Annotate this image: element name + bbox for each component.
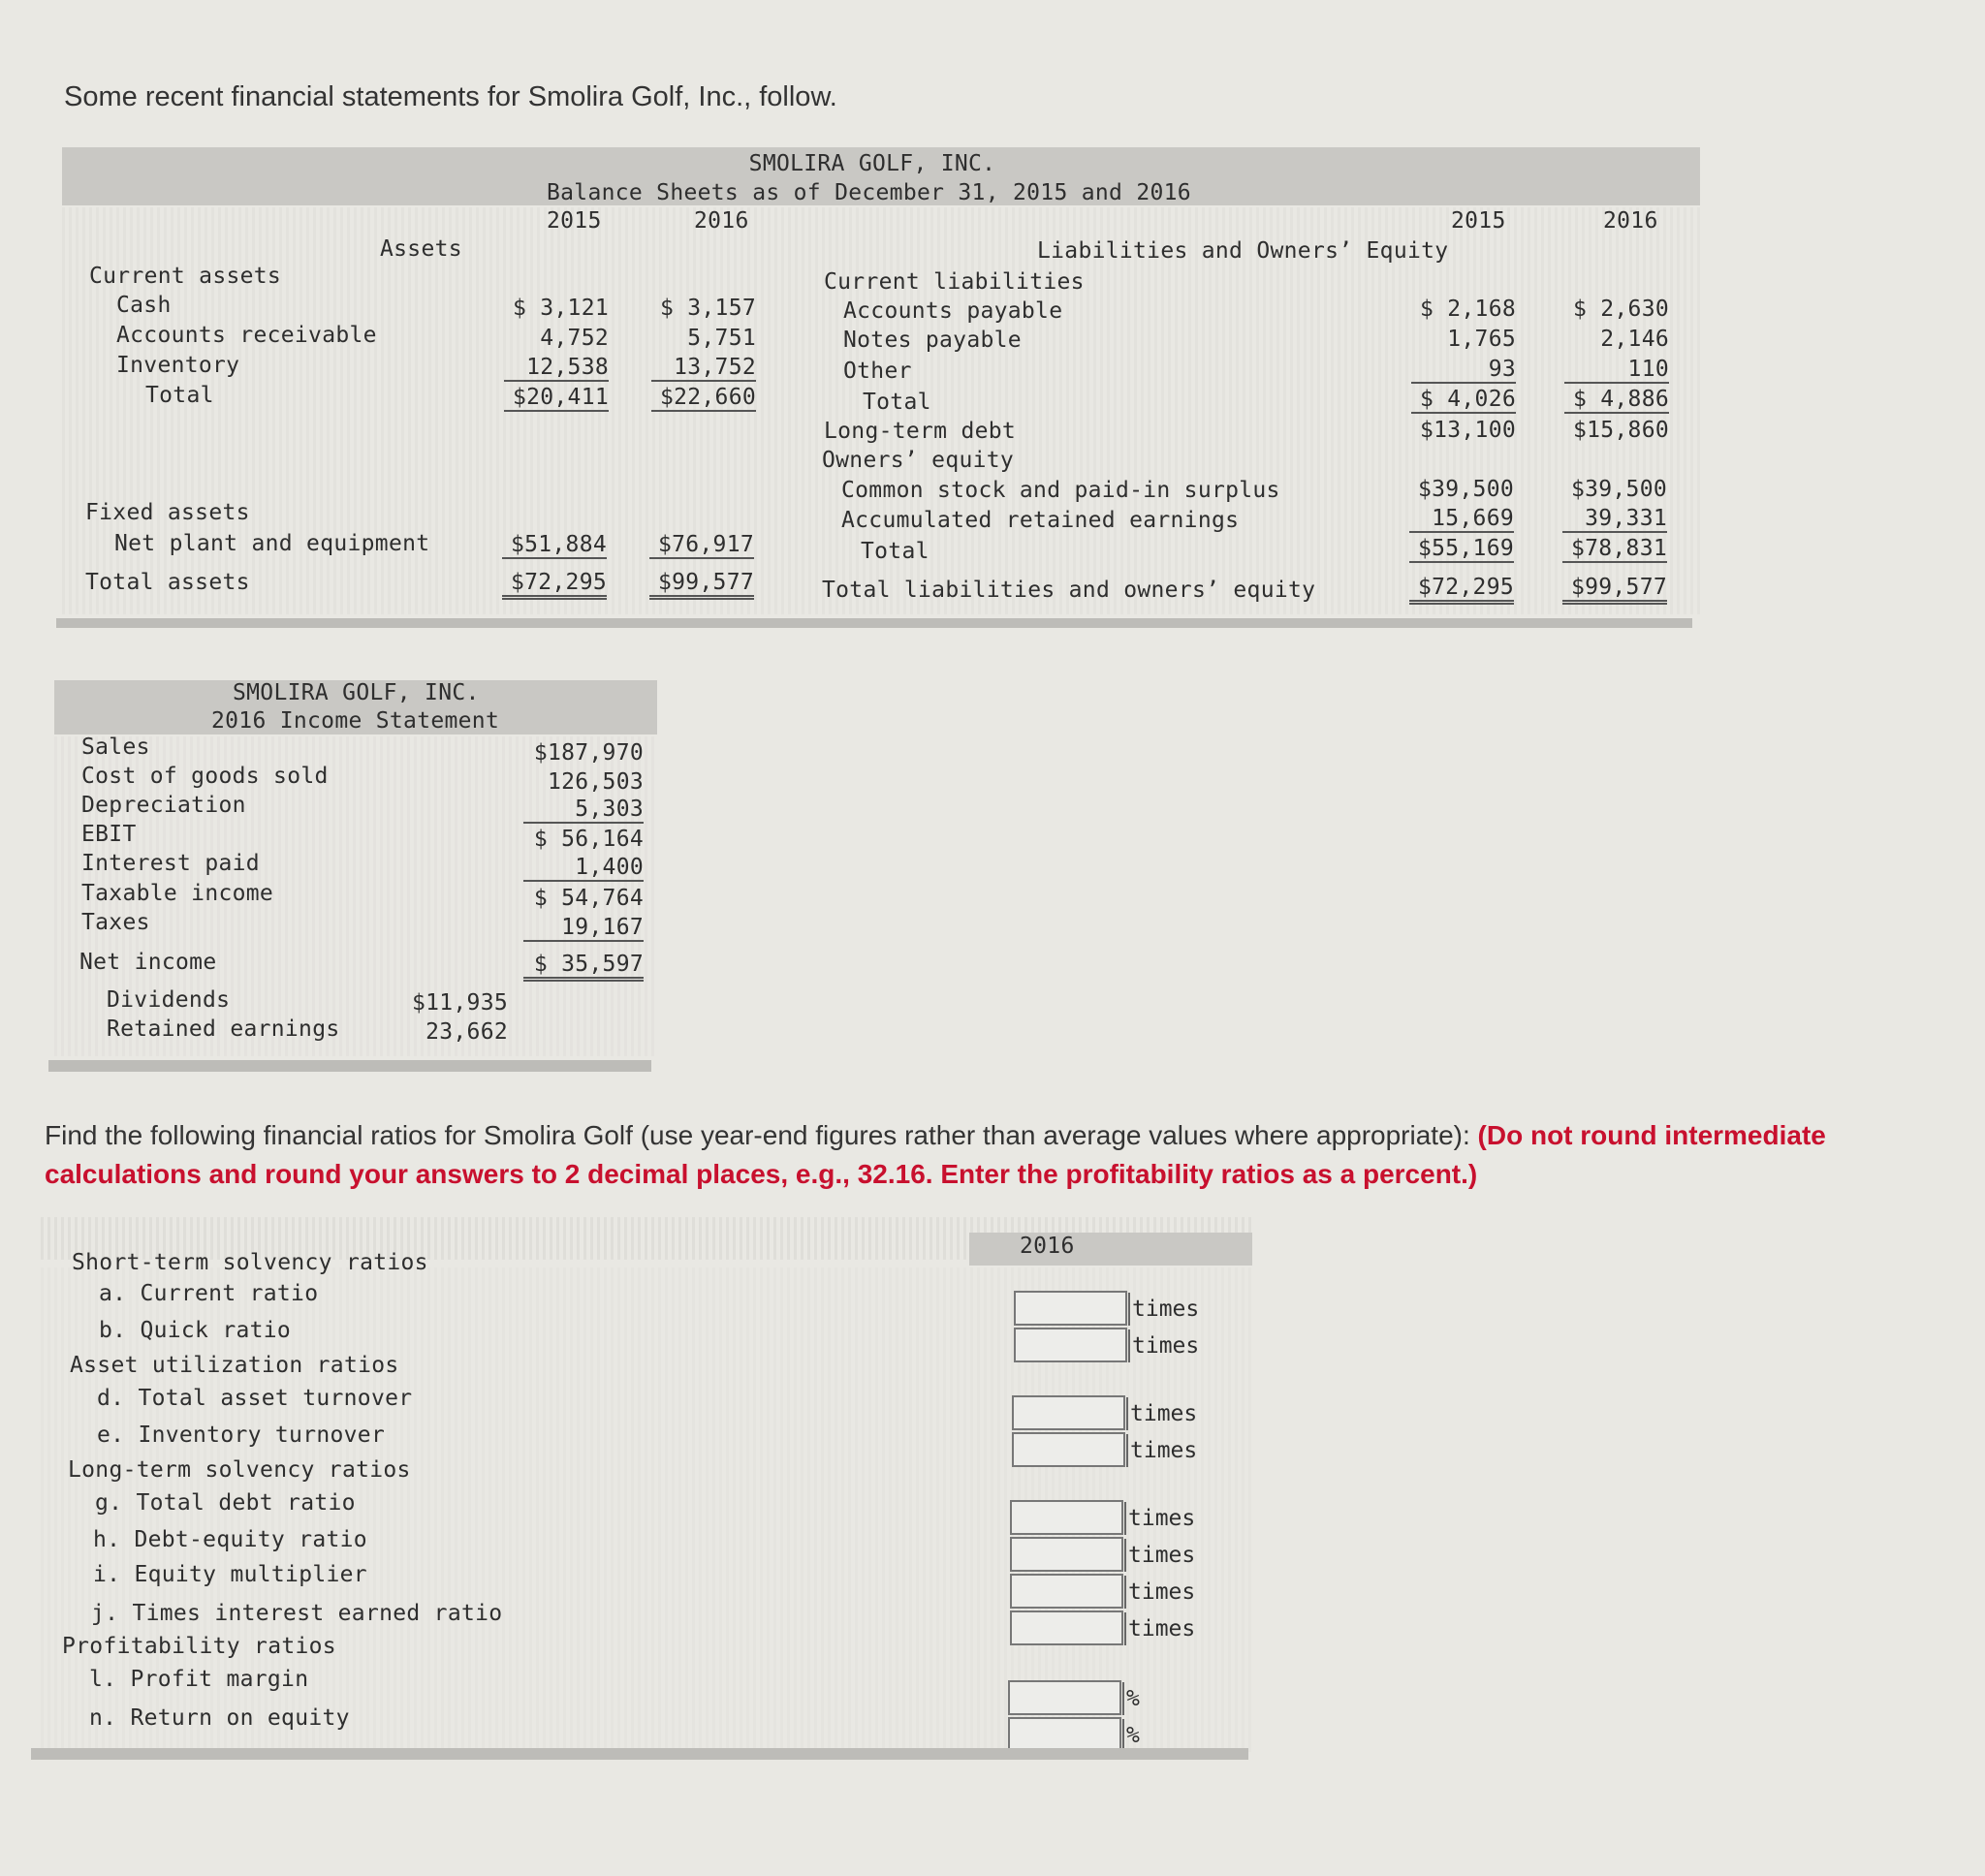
ebit-value: $ 56,164 (533, 827, 644, 852)
cogs-label: Cost of goods sold (81, 764, 329, 789)
inventory-turnover-input[interactable] (1012, 1432, 1125, 1467)
profit-margin-input[interactable] (1008, 1680, 1121, 1715)
ar-2016: 5,751 (687, 326, 756, 351)
ratio-i-label: i. Equity multiplier (93, 1562, 367, 1587)
retained-value: 23,662 (425, 1019, 508, 1045)
retained-label: Retained earnings (107, 1016, 340, 1042)
long-term-heading: Long-term solvency ratios (68, 1457, 411, 1483)
income-footer-bar (48, 1060, 651, 1072)
depreciation-value: 5,303 (523, 797, 644, 824)
quick-ratio-unit: times (1128, 1329, 1199, 1362)
profitability-heading: Profitability ratios (62, 1634, 336, 1659)
fixed-assets-label: Fixed assets (85, 500, 250, 525)
net-plant-2015: $51,884 (502, 532, 607, 559)
instructions (45, 1116, 1886, 1194)
is-company: SMOLIRA GOLF, INC. (233, 680, 480, 705)
net-plant-label: Net plant and equipment (114, 531, 430, 556)
total-asset-turnover-unit: times (1126, 1397, 1197, 1430)
taxable-label: Taxable income (81, 881, 274, 906)
dividends-label: Dividends (107, 987, 231, 1013)
current-ratio-input[interactable] (1014, 1291, 1127, 1326)
return-on-equity-input[interactable] (1008, 1717, 1121, 1752)
net-plant-2016: $76,917 (649, 532, 754, 559)
ar-2015: 4,752 (540, 326, 609, 351)
debt-equity-ratio-input[interactable] (1010, 1537, 1123, 1572)
times-interest-earned-input[interactable] (1010, 1610, 1123, 1645)
sales-label: Sales (81, 735, 150, 760)
common-stock-2015: $39,500 (1417, 477, 1514, 502)
ca-total-2015: $20,411 (504, 385, 609, 412)
asset-util-heading: Asset utilization ratios (70, 1353, 399, 1378)
debt-equity-ratio-unit: times (1124, 1539, 1195, 1572)
total-le-2016: $99,577 (1562, 575, 1667, 605)
total-debt-ratio-input[interactable] (1010, 1500, 1123, 1535)
times-interest-earned-unit: times (1124, 1612, 1195, 1645)
ratio-e-label: e. Inventory turnover (97, 1423, 386, 1448)
ratio-l-label: l. Profit margin (89, 1667, 309, 1692)
liabilities-heading: Liabilities and Owners’ Equity (1037, 238, 1449, 264)
profit-margin-unit: % (1122, 1682, 1140, 1715)
bs-year-2016-right: 2016 (1603, 208, 1658, 234)
ratio-j-label: j. Times interest earned ratio (91, 1601, 503, 1626)
bs-year-2015-right: 2015 (1451, 208, 1506, 234)
ratio-d-label: d. Total asset turnover (97, 1386, 413, 1411)
taxes-value: 19,167 (523, 915, 644, 942)
total-le-label: Total liabilities and owners’ equity (822, 578, 1316, 603)
oe-total-label: Total (861, 539, 929, 564)
inventory-2016: 13,752 (651, 355, 756, 382)
depreciation-label: Depreciation (81, 793, 246, 818)
ratio-n-label: n. Return on equity (89, 1705, 350, 1731)
total-asset-turnover-input[interactable] (1012, 1395, 1125, 1430)
interest-value: 1,400 (523, 855, 644, 882)
oe-total-2015: $55,169 (1409, 536, 1514, 563)
balance-sheet-footer-bar (56, 618, 1692, 628)
ar-label: Accounts receivable (116, 323, 377, 348)
bs-company: SMOLIRA GOLF, INC. (748, 151, 996, 176)
common-stock-2016: $39,500 (1570, 477, 1667, 502)
ltd-2016: $15,860 (1572, 418, 1669, 443)
instructions-emphasis: (Do not round intermediate calculations and round your answers to 2 decimal places, e.g., 32.16. Enter the profitability ratios as a percent.) (45, 1120, 1826, 1189)
ratio-a-label: a. Current ratio (99, 1281, 319, 1306)
taxes-label: Taxes (81, 910, 150, 935)
ltd-label: Long-term debt (824, 419, 1017, 444)
total-assets-label: Total assets (85, 570, 250, 595)
ap-2015: $ 2,168 (1419, 297, 1516, 322)
accumulated-re-label: Accumulated retained earnings (841, 508, 1240, 533)
ebit-label: EBIT (81, 822, 137, 847)
np-label: Notes payable (843, 328, 1022, 353)
ap-label: Accounts payable (843, 298, 1063, 324)
net-income-label: Net income (79, 950, 217, 975)
ratios-year-header: 2016 (1020, 1234, 1075, 1259)
common-stock-label: Common stock and paid-in surplus (841, 478, 1280, 503)
short-term-heading: Short-term solvency ratios (72, 1250, 428, 1275)
cogs-value: 126,503 (547, 769, 644, 795)
assets-heading: Assets (380, 236, 462, 262)
cl-total-label: Total (863, 390, 931, 415)
other-2015: 93 (1411, 357, 1516, 384)
bs-year-2016-left: 2016 (694, 208, 749, 234)
current-liabilities-label: Current liabilities (824, 269, 1085, 295)
return-on-equity-unit: % (1122, 1719, 1140, 1752)
total-debt-ratio-unit: times (1124, 1502, 1195, 1535)
cl-total-2016: $ 4,886 (1564, 387, 1669, 414)
current-ratio-unit: times (1128, 1293, 1199, 1326)
cl-total-2015: $ 4,026 (1411, 387, 1516, 414)
interest-label: Interest paid (81, 851, 260, 876)
ap-2016: $ 2,630 (1572, 297, 1669, 322)
ca-total-2016: $22,660 (651, 385, 756, 412)
owners-equity-label: Owners’ equity (822, 448, 1015, 473)
ratio-h-label: h. Debt-equity ratio (93, 1527, 367, 1552)
instructions-text: Find the following financial ratios for Smolira Golf (use year-end figures rather than average values where appropriate): (45, 1120, 1478, 1150)
ratios-footer-bar (31, 1748, 1248, 1760)
bs-year-2015-left: 2015 (547, 208, 602, 234)
total-le-2015: $72,295 (1409, 575, 1514, 605)
intro-text: Some recent financial statements for Smolira Golf, Inc., follow. (64, 81, 837, 112)
equity-multiplier-input[interactable] (1010, 1574, 1123, 1609)
ratios-header-bar (969, 1233, 1252, 1266)
inventory-turnover-unit: times (1126, 1434, 1197, 1467)
bs-title: Balance Sheets as of December 31, 2015 and 2016 (547, 180, 1191, 205)
taxable-value: $ 54,764 (533, 886, 644, 911)
current-assets-label: Current assets (89, 264, 282, 289)
total-assets-2016: $99,577 (649, 570, 754, 600)
np-2016: 2,146 (1600, 327, 1669, 352)
total-assets-2015: $72,295 (502, 570, 607, 600)
other-2016: 110 (1564, 357, 1669, 384)
ltd-2015: $13,100 (1419, 418, 1516, 443)
inventory-2015: 12,538 (504, 355, 609, 382)
cash-2015: $ 3,121 (512, 296, 609, 321)
is-title: 2016 Income Statement (211, 708, 500, 734)
ratio-b-label: b. Quick ratio (99, 1318, 292, 1343)
cash-2016: $ 3,157 (659, 296, 756, 321)
dividends-value: $11,935 (411, 990, 508, 1016)
cash-label: Cash (116, 293, 172, 318)
accumulated-re-2015: 15,669 (1409, 506, 1514, 533)
ca-total-label: Total (145, 383, 214, 408)
equity-multiplier-unit: times (1124, 1576, 1195, 1609)
inventory-label: Inventory (116, 353, 240, 378)
sales-value: $187,970 (533, 740, 644, 766)
ratio-g-label: g. Total debt ratio (95, 1490, 356, 1516)
net-income-value: $ 35,597 (523, 952, 644, 982)
quick-ratio-input[interactable] (1014, 1328, 1127, 1362)
other-label: Other (843, 359, 912, 384)
accumulated-re-2016: 39,331 (1562, 506, 1667, 533)
np-2015: 1,765 (1447, 327, 1516, 352)
oe-total-2016: $78,831 (1562, 536, 1667, 563)
